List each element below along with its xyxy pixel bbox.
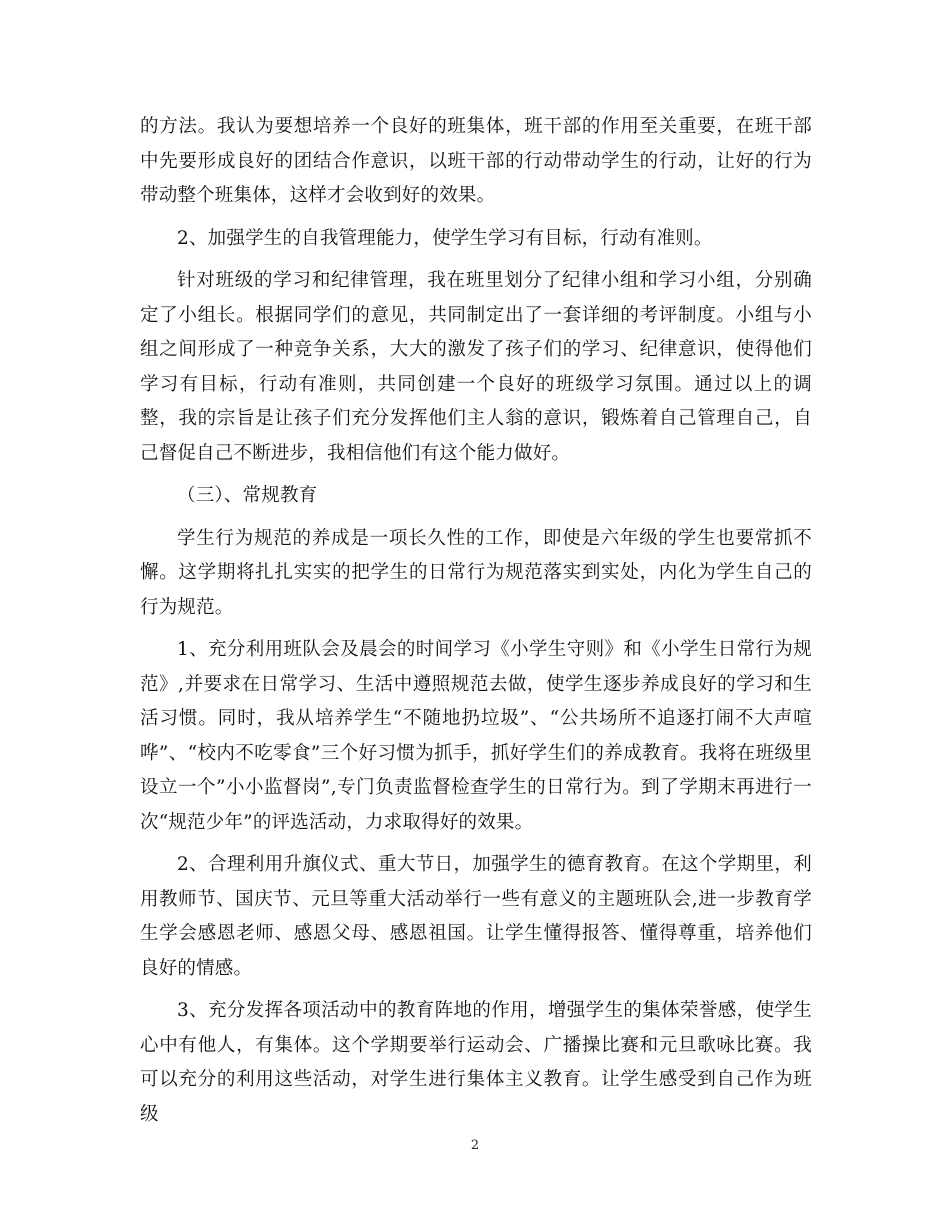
paragraph-behavior-norms: 学生行为规范的养成是一项长久性的工作，即使是六年级的学生也要常抓不懈。这学期将扎扎实实的把学生的日常行为规范落实到实处，内化为学生自己的行为规范。: [140, 527, 812, 618]
paragraph-class-meetings: 1、充分利用班队会及晨会的时间学习《小学生守则》和《小学生日常行为规范》,并要求在日常学习、生活中遵照规范去做，使学生逐步养成良好的学习和生活习惯。同时，我从培养学生“不随地扔垃圾”、“公共场所不追逐打闹不大声喧哗”、“校内不吃零食”三个好习惯为抓手，抓好学生们的养成教育。我将在班级里设立一个”小小监督岗”,专门负责监督检查学生的日常行为。到了学期末再进行一次“规范少年”的评选活动，力求取得好的效果。: [140, 639, 812, 833]
page-number: 2: [470, 1138, 480, 1153]
paragraph-activities: 3、充分发挥各项活动中的教育阵地的作用，增强学生的集体荣誉感，使学生心中有他人，有集体。这个学期要举行运动会、广播操比赛和元旦歌咏比赛。我可以充分的利用这些活动，对学生进行集体主义教育。让学生感受到自己作为班级: [140, 1000, 812, 1125]
paragraph-flag-ceremony: 2、合理利用升旗仪式、重大节日，加强学生的德育教育。在这个学期里，利用教师节、国庆节、元旦等重大活动举行一些有意义的主题班队会,进一步教育学生学会感恩老师、感恩父母、感恩祖国。让学生懂得报答、懂得尊重，培养他们良好的情感。: [140, 854, 812, 979]
section-heading-routine-education: （三）、常规教育: [177, 485, 318, 506]
document-body: [140, 110, 812, 1140]
paragraph-self-management-title: 2、加强学生的自我管理能力，使学生学习有目标，行动有准则。: [177, 227, 713, 249]
paragraph-continued-method: 的方法。我认为要想培养一个良好的班集体，班干部的作用至关重要，在班干部中先要形成良好的团结合作意识，以班干部的行动带动学生的行动，让好的行为带动整个班集体，这样才会收到好的效果。: [140, 116, 812, 206]
paragraph-class-groups: 针对班级的学习和纪律管理，我在班里划分了纪律小组和学习小组，分别确定了小组长。根据同学们的意见，共同制定出了一套详细的考评制度。小组与小组之间形成了一种竞争关系，大大的激发了孩子们的学习、纪律意识，使得他们学习有目标，行动有准则，共同创建一个良好的班级学习氛围。通过以上的调整，我的宗旨是让孩子们充分发挥他们主人翁的意识，锻炼着自己管理自己，自己督促自己不断进步，我相信他们有这个能力做好。: [140, 270, 812, 464]
